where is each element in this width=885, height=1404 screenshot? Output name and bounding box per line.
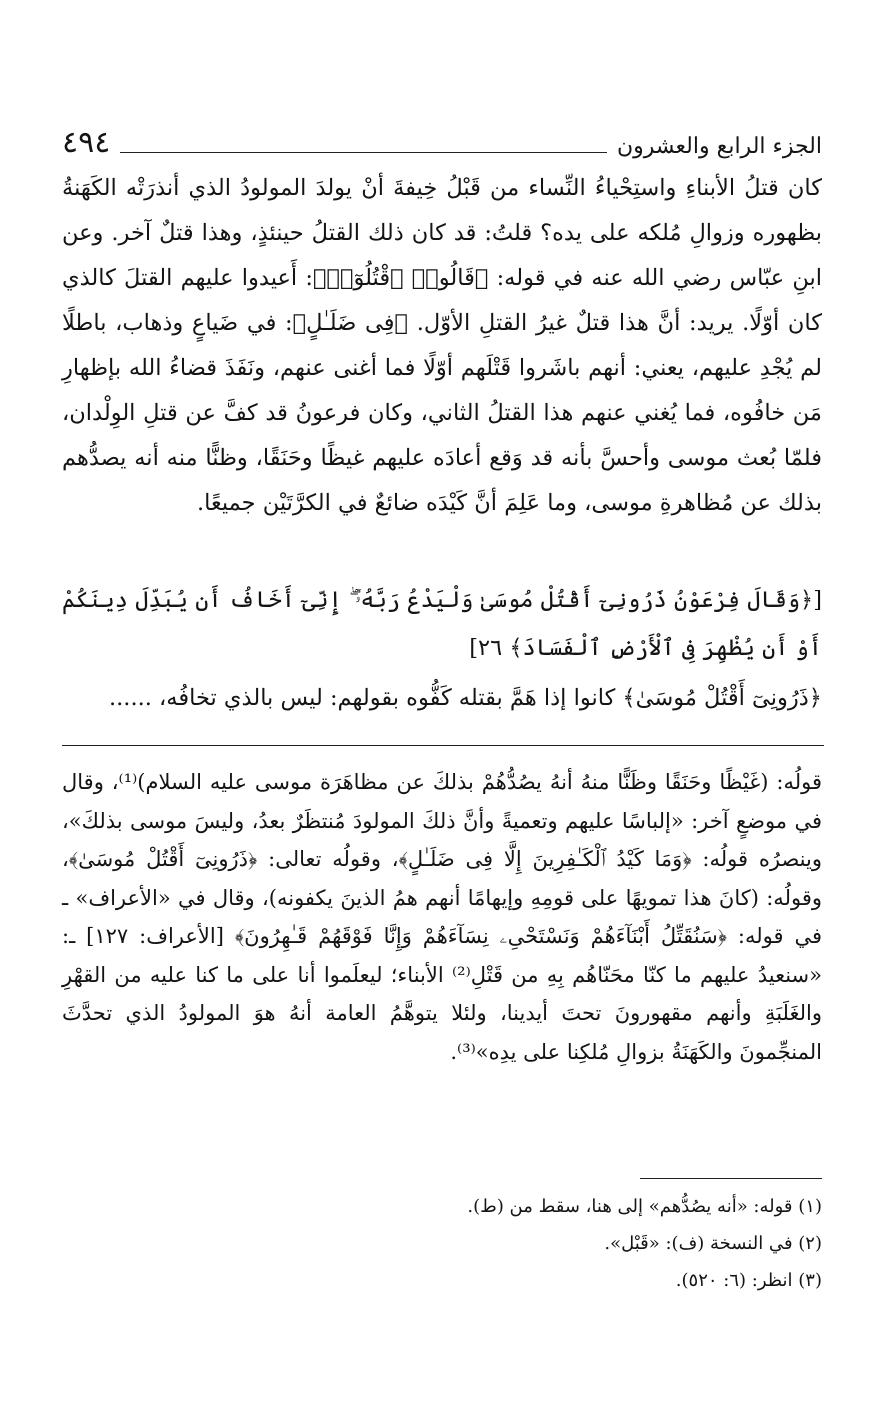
header-rule — [120, 152, 607, 153]
main-text — [62, 166, 822, 526]
footnote-1: (١) قوله: «أنه يصُدُّهم» إلى هنا، سقط من (ط). — [467, 1196, 822, 1217]
commentary — [62, 763, 822, 1071]
commentary-paragraph: قولُه: (غَيْظًا وحَنَقًا وظَنًّا منهُ أنهُ يصُدُّهُمْ بذلكَ عن مظاهَرَة موسى عليه السلام)⁽¹⁾، وقال في موضعٍ آخر: «إلباسًا عليهم وتعميةً وأنَّ ذلكَ المولودَ مُنتظَرٌ بعدُ، وليسَ موسى بذلكَ»، وينصرُه قولُه: ﴿وَمَا كَيْدُ ٱلْكَـٰفِرِينَ إِلَّا فِى ضَلَـٰلٍ﴾، وقولُه تعالى: ﴿ذَرُونِىٓ أَقْتُلْ مُوسَىٰ﴾، وقولُه: (كانَ هذا تمويهًا على قومِهِ وإيهامًا أنهم همُ الذينَ يكفونه)، وقال في «الأعراف» ـ في قوله: ﴿سَنُقَتِّلُ أَبْنَآءَهُمْ وَنَسْتَحْىِۦ نِسَآءَهُمْ وَإِنَّا فَوْقَهُمْ قَـٰهِرُونَ﴾ [الأعراف: ١٢٧] ـ: «سنعيدُ عليهم ما كنّا محَنّاهُم بِهِ من قَتْلِ⁽²⁾ الأبناء؛ ليعلَموا أنا على ما كنا عليه من القهْرِ والغَلَبَةِ وأنهم مقهورونَ تحتَ أيدينا، ولئلا يتوهَّمُ العامة أنهُ هوَ المولودُ الذي تحدَّثَ المنجِّمونَ والكَهَنَةُ بزوالِ مُلكِنا على يدِه»⁽³⁾. — [62, 770, 823, 1064]
footnote-3: (٣) انظر: (٦: ٥٢٠). — [675, 1270, 822, 1291]
page-header — [62, 118, 822, 158]
running-title: الجزء الرابع والعشرون — [617, 134, 822, 159]
footnote-divider — [640, 1178, 822, 1179]
main-paragraph: كان قتلُ الأبناءِ واستِحْياءُ النِّساء من قَبْلُ خِيفةَ أنْ يولدَ المولودُ الذي أنذرَتْه الكَهَنةُ بظهوره وزوالِ مُلكه على يده؟ قلتُ: قد كان ذلك القتلُ حينئذٍ، وهذا قتلٌ آخر. وعن ابنِ عبّاس رضي الله عنه في قوله: ﴿قَالُوا۟ ٱقْتُلُوٓا۟﴾: أَعيدوا عليهم القتلَ كالذي كان أوّلًا. يريد: أنَّ هذا قتلٌ غيرُ القتلِ الأوّل. ﴿فِى ضَلَـٰلٍ﴾: في ضَياعٍ وذهاب، باطلًا لم يُجْدِ عليهم، يعني: أنهم باشَروا قَتْلَهم أوّلًا فما أغنى عنهم، ونَفَذَ قضاءُ الله بإظهارِ مَن خافُوه، فما يُغني عنهم هذا القتلُ الثاني، وكان فرعونُ قد كفَّ عن قتلِ الوِلْدان، فلمّا بُعث موسى وأحسَّ بأنه قد وَقع أعادَه عليهم غيظًا وحَنَقًا، وظنًّا منه أنه يصدُّهم بذلك عن مُظاهرةِ موسى، وما عَلِمَ أنَّ كَيْدَه ضائعٌ في الكرَّتَيْن جميعًا. — [62, 175, 822, 516]
quran-verse: [﴿وَقَالَ فِرْعَوْنُ ذَرُونِىٓ أَقْتُلْ مُوسَىٰ وَلْيَدْعُ رَبَّهُۥٓ ۖ إِنِّىٓ أَخَافُ أَن يُبَدِّلَ دِينَكُمْ أَوْ أَن يُظْهِرَ فِى ٱلْأَرْضِ ٱلْفَسَادَ﴾ ٢٦] — [62, 587, 822, 661]
footnote-2: (٢) في النسخة (ف): «قَبْل». — [604, 1233, 822, 1254]
section-divider — [62, 745, 824, 746]
page-number: ٤٩٤ — [62, 125, 111, 160]
verse-comment: ﴿ذَرُونِىٓ أَقْتُلْ مُوسَىٰ﴾ كانوا إذا هَمَّ بقتله كَفُّوه بقولهم: ليس بالذي تخافُه، ...... — [108, 685, 822, 711]
footnotes — [62, 1188, 822, 1299]
